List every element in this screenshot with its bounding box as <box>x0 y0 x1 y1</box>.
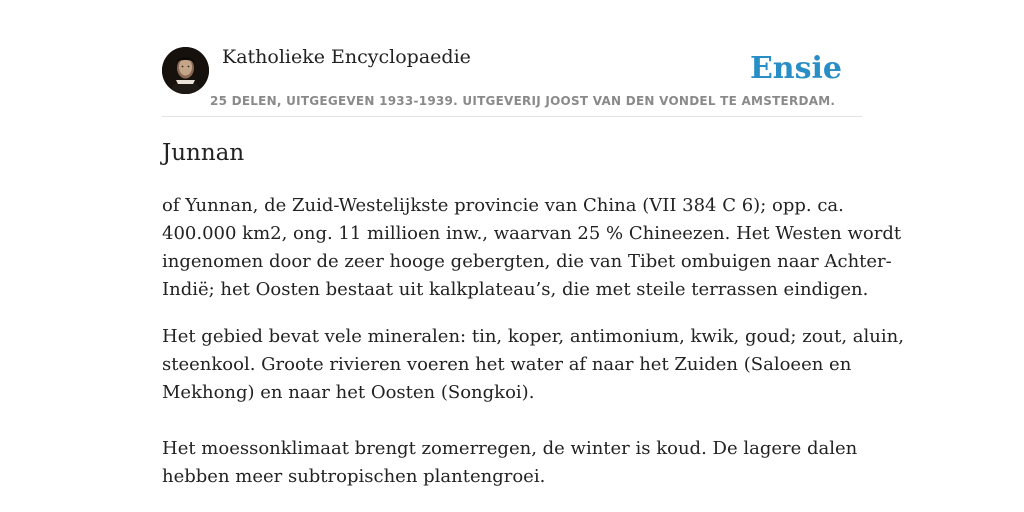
publication-subtitle: 25 DELEN, UITGEGEVEN 1933-1939. UITGEVERIJ JOOST VAN DEN VONDEL TE AMSTERDAM. <box>210 94 836 108</box>
entry-paragraph <box>162 435 862 491</box>
portrait-icon <box>162 47 209 94</box>
entry-paragraph <box>162 192 902 304</box>
paragraph-line: 400.000 km2, ong. 11 millioen inw., waarvan 25 % Chineezen. Het Westen wordt <box>162 223 902 244</box>
entry-title: Junnan <box>162 140 245 166</box>
paragraph-line: Het moessonklimaat brengt zomerregen, de winter is koud. De lagere dalen <box>162 438 858 459</box>
paragraph-line: ingenomen door de zeer hooge gebergten, die van Tibet ombuigen naar Achter- <box>162 251 892 272</box>
paragraph-line: Het gebied bevat vele mineralen: tin, koper, antimonium, kwik, goud; zout, aluin, <box>162 326 904 347</box>
paragraph-line: hebben meer subtropischen plantengroei. <box>162 466 546 487</box>
brand-logo-link[interactable]: Ensie <box>749 51 842 86</box>
paragraph-line: Indië; het Oosten bestaat uit kalkplateau’s, die met steile terrassen eindigen. <box>162 279 869 300</box>
site-header <box>162 40 862 117</box>
paragraph-line: Mekhong) en naar het Oosten (Songkoi). <box>162 382 535 403</box>
paragraph-line: of Yunnan, de Zuid-Westelijkste provincie van China (VII 384 C 6); opp. ca. <box>162 195 844 216</box>
entry-paragraph <box>162 323 904 407</box>
publication-avatar[interactable] <box>162 47 209 94</box>
paragraph-line: steenkool. Groote rivieren voeren het water af naar het Zuiden (Saloeen en <box>162 354 852 375</box>
publication-title[interactable]: Katholieke Encyclopaedie <box>222 46 471 68</box>
